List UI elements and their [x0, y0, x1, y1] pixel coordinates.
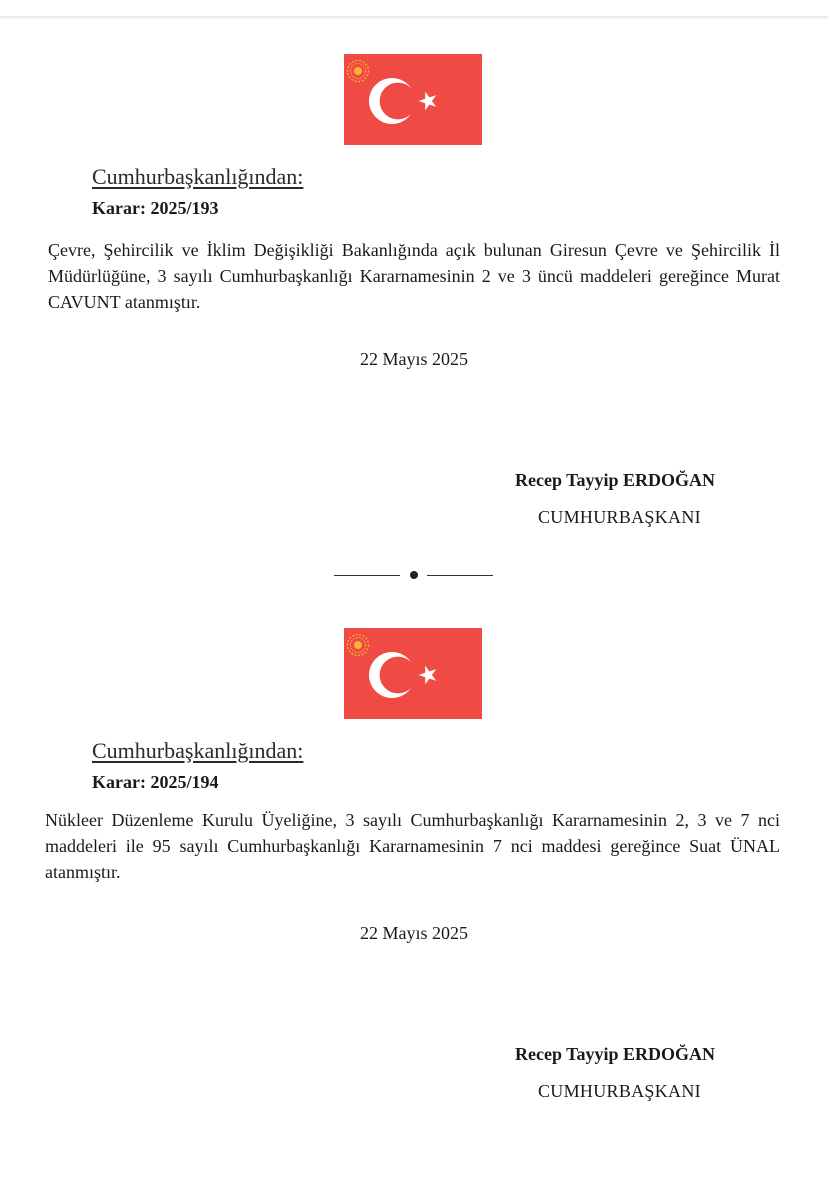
decision-date: 22 Mayıs 2025	[360, 923, 468, 943]
decision-block-1	[0, 0, 828, 527]
decision-body: Çevre, Şehircilik ve İklim Değişikliği Bakanlığında açık bulunan Giresun Çevre ve Şehircilik İl Müdürlüğüne, 3 sayılı Cumhurbaşkanlığı Kararnamesinin 2 ve 3 üncü maddeleri gereğince Murat CAVUNT atanmıştır.	[48, 240, 780, 312]
decision-body: Nükleer Düzenleme Kurulu Üyeliğine, 3 sayılı Cumhurbaşkanlığı Kararnamesinin 2, 3 ve 7 nci maddeleri ile 95 sayılı Cumhurbaşkanlığı Kararnamesinin 7 nci maddesi gereğince Suat ÜNAL atanmıştır.	[45, 810, 780, 882]
decision-number: Karar: 2025/194	[92, 772, 219, 792]
decision-block-2	[0, 574, 828, 1101]
signer-name: Recep Tayyip ERDOĞAN	[515, 1044, 716, 1064]
signer-name: Recep Tayyip ERDOĞAN	[515, 470, 716, 490]
signer-title: CUMHURBAŞKANI	[538, 1081, 701, 1101]
issuer-heading: Cumhurbaşkanlığından:	[92, 738, 304, 763]
issuer-heading: Cumhurbaşkanlığından:	[92, 164, 304, 189]
decision-number: Karar: 2025/193	[92, 198, 219, 218]
turkish-flag-icon	[344, 54, 482, 145]
decision-date: 22 Mayıs 2025	[360, 349, 468, 369]
turkish-flag-icon	[344, 628, 482, 719]
signer-title: CUMHURBAŞKANI	[538, 507, 701, 527]
